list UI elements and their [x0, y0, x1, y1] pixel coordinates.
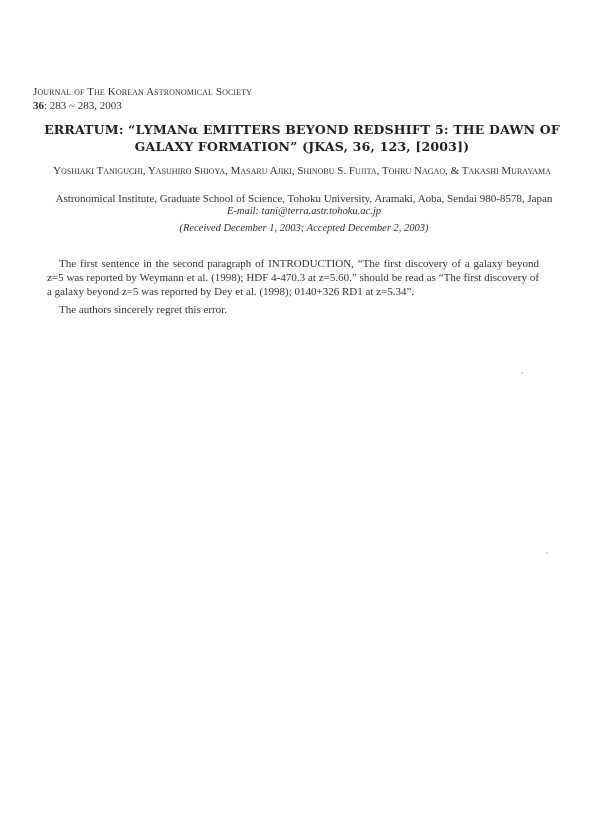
volume-pages: : 283 ~ 283, 2003 [44, 100, 122, 112]
email-address: E-mail: tani@terra.astr.tohoku.ac.jp [226, 206, 382, 217]
volume-line [33, 100, 122, 112]
received-dates: (Received December 1, 2003; Accepted December 2, 2003) [179, 223, 429, 234]
body-paragraph: The authors sincerely regret this error. [59, 304, 227, 316]
journal-name: Journal of The Korean Astronomical Society [33, 86, 253, 98]
volume-number: 36 [33, 100, 44, 112]
body-paragraph: The first sentence in the second paragraph of INTRODUCTION, “The first discovery of a galaxy beyond z=5 was reported by Weymann et al. (1998); HDF 4-470.3 at z=5.60.” should be read as “The first discovery of a galaxy beyond z=5 was reported by Dey et al. (1998); 0140+326 RD1 at z=5.34”. [47, 258, 539, 298]
article-title: ERRATUM: “LYMANα EMITTERS BEYOND REDSHIFT 5: THE DAWN OF GALAXY FORMATION” (JKAS, 36, 123, [2003]) [44, 122, 560, 154]
scan-speck [521, 372, 523, 374]
author-list: Yoshiaki Taniguchi, Yasuhiro Shioya, Masaru Ajiki, Shinobu S. Fujita, Tohru Nagao, & Takashi Murayama [53, 165, 551, 177]
scan-speck [546, 552, 548, 554]
affiliation: Astronomical Institute, Graduate School of Science, Tohoku University, Aramaki, Aoba, Sendai 980-8578, Japan [55, 193, 553, 205]
